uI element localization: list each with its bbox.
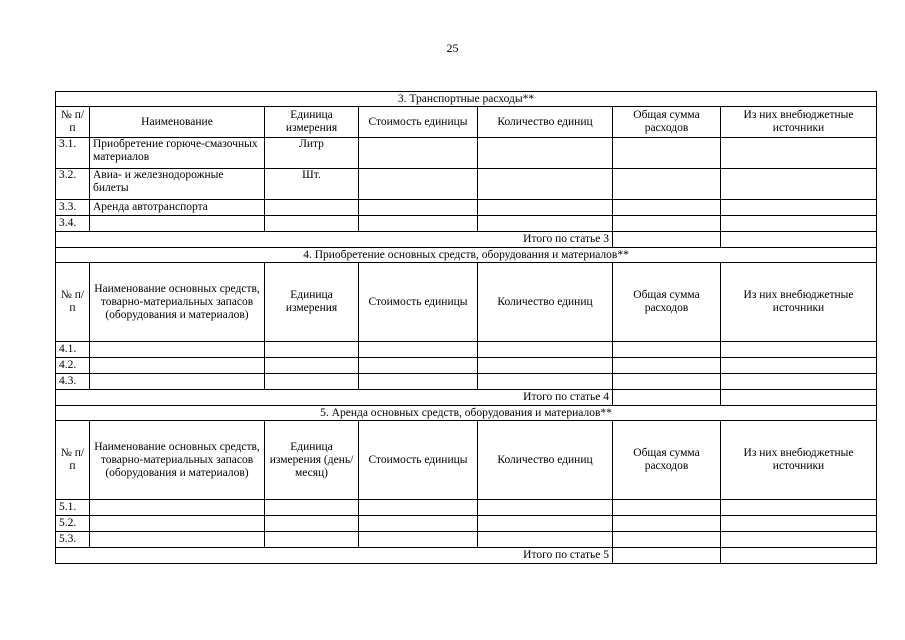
cell-qty	[478, 500, 613, 516]
header-num: № п/п	[56, 107, 90, 138]
cell-unit	[265, 532, 359, 548]
total-label: Итого по статье 3	[56, 232, 613, 248]
table-row	[56, 200, 877, 216]
header-extra: Из них внебюджетные источники	[721, 421, 877, 500]
cell-price	[359, 532, 478, 548]
row-name	[90, 216, 265, 232]
cell-total	[613, 548, 721, 564]
header-extra: Из них внебюджетные источники	[721, 107, 877, 138]
cell-price	[359, 374, 478, 390]
table-row	[56, 138, 877, 169]
section-5-header-row	[56, 421, 877, 500]
row-num: 4.1.	[56, 342, 90, 358]
cell-total	[613, 374, 721, 390]
header-extra: Из них внебюджетные источники	[721, 263, 877, 342]
row-name: Авиа- и железнодорожные билеты	[90, 169, 265, 200]
cell-price	[359, 200, 478, 216]
cell-total	[613, 342, 721, 358]
row-num: 4.3.	[56, 374, 90, 390]
header-num: № п/п	[56, 421, 90, 500]
section-4-total-row	[56, 390, 877, 406]
cell-extra	[721, 216, 877, 232]
cell-name	[90, 342, 265, 358]
cell-qty	[478, 138, 613, 169]
cell-extra	[721, 169, 877, 200]
row-unit: Шт.	[265, 169, 359, 200]
section-3-title-row	[56, 92, 877, 107]
budget-table	[55, 91, 877, 564]
row-name: Приобретение горюче-смазочных материалов	[90, 138, 265, 169]
cell-unit	[265, 342, 359, 358]
cell-name	[90, 532, 265, 548]
row-unit	[265, 200, 359, 216]
cell-total	[613, 500, 721, 516]
cell-total	[613, 358, 721, 374]
cell-price	[359, 169, 478, 200]
cell-qty	[478, 200, 613, 216]
section-5-title-row	[56, 406, 877, 421]
cell-qty	[478, 216, 613, 232]
header-qty: Количество единиц	[478, 421, 613, 500]
cell-total	[613, 200, 721, 216]
header-qty: Количество единиц	[478, 263, 613, 342]
total-label: Итого по статье 4	[56, 390, 613, 406]
page-number: 25	[446, 41, 459, 55]
cell-qty	[478, 169, 613, 200]
header-total: Общая сумма расходов	[613, 421, 721, 500]
row-num: 5.1.	[56, 500, 90, 516]
cell-name	[90, 516, 265, 532]
cell-unit	[265, 516, 359, 532]
cell-extra	[721, 390, 877, 406]
row-num: 5.3.	[56, 532, 90, 548]
row-unit	[265, 216, 359, 232]
header-name: Наименование основных средств, товарно-материальных запасов (оборудования и материалов)	[90, 421, 265, 500]
row-name: Аренда автотранспорта	[90, 200, 265, 216]
header-qty: Количество единиц	[478, 107, 613, 138]
table-row	[56, 169, 877, 200]
section-5-total-row	[56, 548, 877, 564]
cell-extra	[721, 358, 877, 374]
section-title: 4. Приобретение основных средств, оборудования и материалов**	[56, 248, 877, 263]
row-num: 5.2.	[56, 516, 90, 532]
table-row	[56, 374, 877, 390]
cell-qty	[478, 516, 613, 532]
cell-price	[359, 516, 478, 532]
cell-total	[613, 532, 721, 548]
cell-name	[90, 358, 265, 374]
table-row	[56, 532, 877, 548]
cell-price	[359, 342, 478, 358]
cell-extra	[721, 232, 877, 248]
cell-total	[613, 169, 721, 200]
header-name: Наименование основных средств, товарно-материальных запасов (оборудования и материалов)	[90, 263, 265, 342]
header-price: Стоимость единицы	[359, 107, 478, 138]
cell-qty	[478, 532, 613, 548]
cell-price	[359, 358, 478, 374]
cell-qty	[478, 358, 613, 374]
cell-extra	[721, 138, 877, 169]
header-name: Наименование	[90, 107, 265, 138]
cell-qty	[478, 342, 613, 358]
cell-name	[90, 374, 265, 390]
row-num: 3.2.	[56, 169, 90, 200]
header-total: Общая сумма расходов	[613, 107, 721, 138]
row-num: 3.4.	[56, 216, 90, 232]
cell-extra	[721, 200, 877, 216]
cell-total	[613, 390, 721, 406]
cell-extra	[721, 374, 877, 390]
header-total: Общая сумма расходов	[613, 263, 721, 342]
cell-price	[359, 138, 478, 169]
section-title: 3. Транспортные расходы**	[56, 92, 877, 107]
cell-unit	[265, 358, 359, 374]
header-unit: Единица измерения	[265, 107, 359, 138]
cell-extra	[721, 500, 877, 516]
cell-extra	[721, 342, 877, 358]
table-row	[56, 516, 877, 532]
header-unit: Единица измерения	[265, 263, 359, 342]
cell-name	[90, 500, 265, 516]
section-4-title-row	[56, 248, 877, 263]
section-title: 5. Аренда основных средств, оборудования и материалов**	[56, 406, 877, 421]
section-4-header-row	[56, 263, 877, 342]
table-row	[56, 500, 877, 516]
cell-extra	[721, 532, 877, 548]
cell-unit	[265, 374, 359, 390]
section-3-total-row	[56, 232, 877, 248]
row-num: 3.3.	[56, 200, 90, 216]
cell-qty	[478, 374, 613, 390]
header-price: Стоимость единицы	[359, 421, 478, 500]
header-price: Стоимость единицы	[359, 263, 478, 342]
header-unit: Единица измерения (день/месяц)	[265, 421, 359, 500]
cell-price	[359, 216, 478, 232]
total-label: Итого по статье 5	[56, 548, 613, 564]
cell-total	[613, 516, 721, 532]
table-row	[56, 342, 877, 358]
row-unit: Литр	[265, 138, 359, 169]
section-3-header-row	[56, 107, 877, 138]
row-num: 4.2.	[56, 358, 90, 374]
table-row	[56, 358, 877, 374]
header-num: № п/п	[56, 263, 90, 342]
table-row	[56, 216, 877, 232]
cell-extra	[721, 516, 877, 532]
cell-extra	[721, 548, 877, 564]
cell-total	[613, 232, 721, 248]
cell-total	[613, 138, 721, 169]
row-num: 3.1.	[56, 138, 90, 169]
cell-total	[613, 216, 721, 232]
cell-unit	[265, 500, 359, 516]
cell-price	[359, 500, 478, 516]
